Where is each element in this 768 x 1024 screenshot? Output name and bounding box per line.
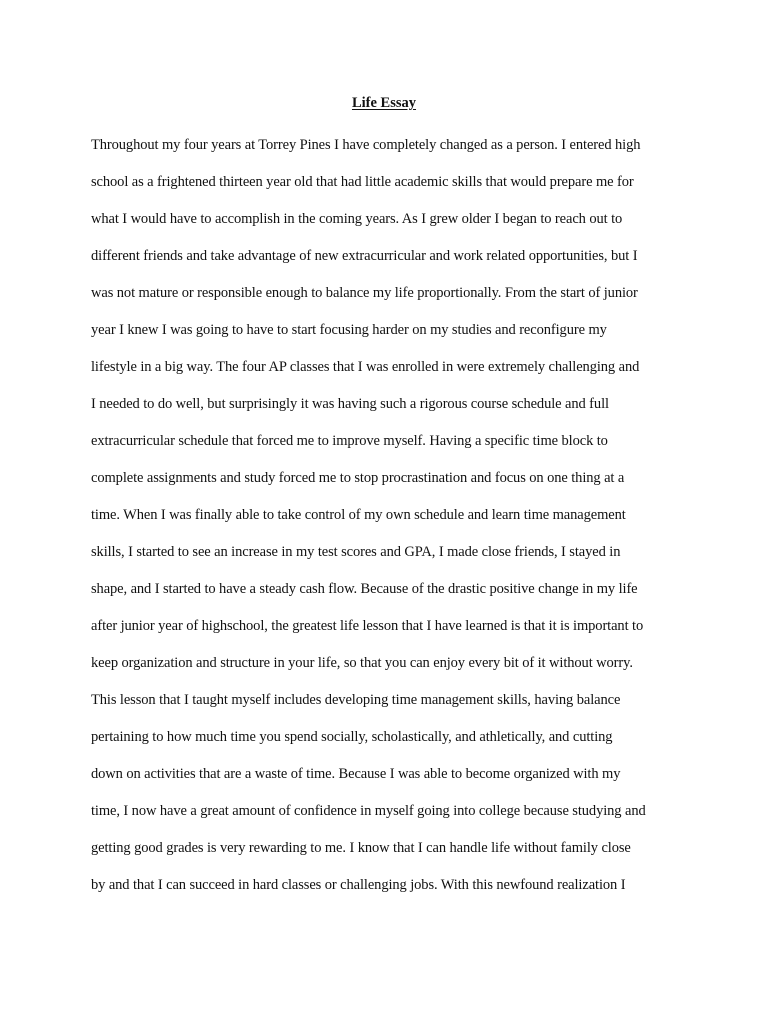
essay-line: what I would have to accomplish in the coming years. As I grew older I began to reach out to xyxy=(91,211,623,227)
essay-line: keep organization and structure in your life, so that you can enjoy every bit of it without worry. xyxy=(91,655,633,671)
essay-line: down on activities that are a waste of time. Because I was able to become organized with my xyxy=(91,766,621,782)
essay-title xyxy=(0,93,768,113)
essay-line: I needed to do well, but surprisingly it was having such a rigorous course schedule and full xyxy=(91,396,609,412)
essay-line: time, I now have a great amount of confidence in myself going into college because studying and xyxy=(91,803,646,819)
essay-line: by and that I can succeed in hard classes or challenging jobs. With this newfound realization I xyxy=(91,877,626,893)
essay-line: complete assignments and study forced me to stop procrastination and focus on one thing at a xyxy=(91,470,625,486)
essay-line: different friends and take advantage of new extracurricular and work related opportunities, but I xyxy=(91,248,638,264)
essay-line: year I knew I was going to have to start focusing harder on my studies and reconfigure my xyxy=(91,322,607,338)
essay-line: time. When I was finally able to take control of my own schedule and learn time management xyxy=(91,507,626,523)
essay-line: Throughout my four years at Torrey Pines I have completely changed as a person. I entered high xyxy=(91,137,641,153)
essay-line: pertaining to how much time you spend socially, scholastically, and athletically, and cutting xyxy=(91,729,613,745)
essay-line: lifestyle in a big way. The four AP classes that I was enrolled in were extremely challenging and xyxy=(91,359,640,375)
essay-title-text: Life Essay xyxy=(351,95,417,111)
essay-line: This lesson that I taught myself includes developing time management skills, having balance xyxy=(91,692,621,708)
essay-line: skills, I started to see an increase in my test scores and GPA, I made close friends, I stayed in xyxy=(91,544,621,560)
essay-line: extracurricular schedule that forced me to improve myself. Having a specific time block to xyxy=(91,433,608,449)
essay-line: was not mature or responsible enough to balance my life proportionally. From the start of junior xyxy=(91,285,638,301)
essay-line: getting good grades is very rewarding to me. I know that I can handle life without family close xyxy=(91,840,631,856)
essay-body xyxy=(91,134,691,911)
essay-line: after junior year of highschool, the greatest life lesson that I have learned is that it is important to xyxy=(91,618,644,634)
essay-line: school as a frightened thirteen year old that had little academic skills that would prepare me for xyxy=(91,174,634,190)
essay-line: shape, and I started to have a steady cash flow. Because of the drastic positive change in my life xyxy=(91,581,638,597)
